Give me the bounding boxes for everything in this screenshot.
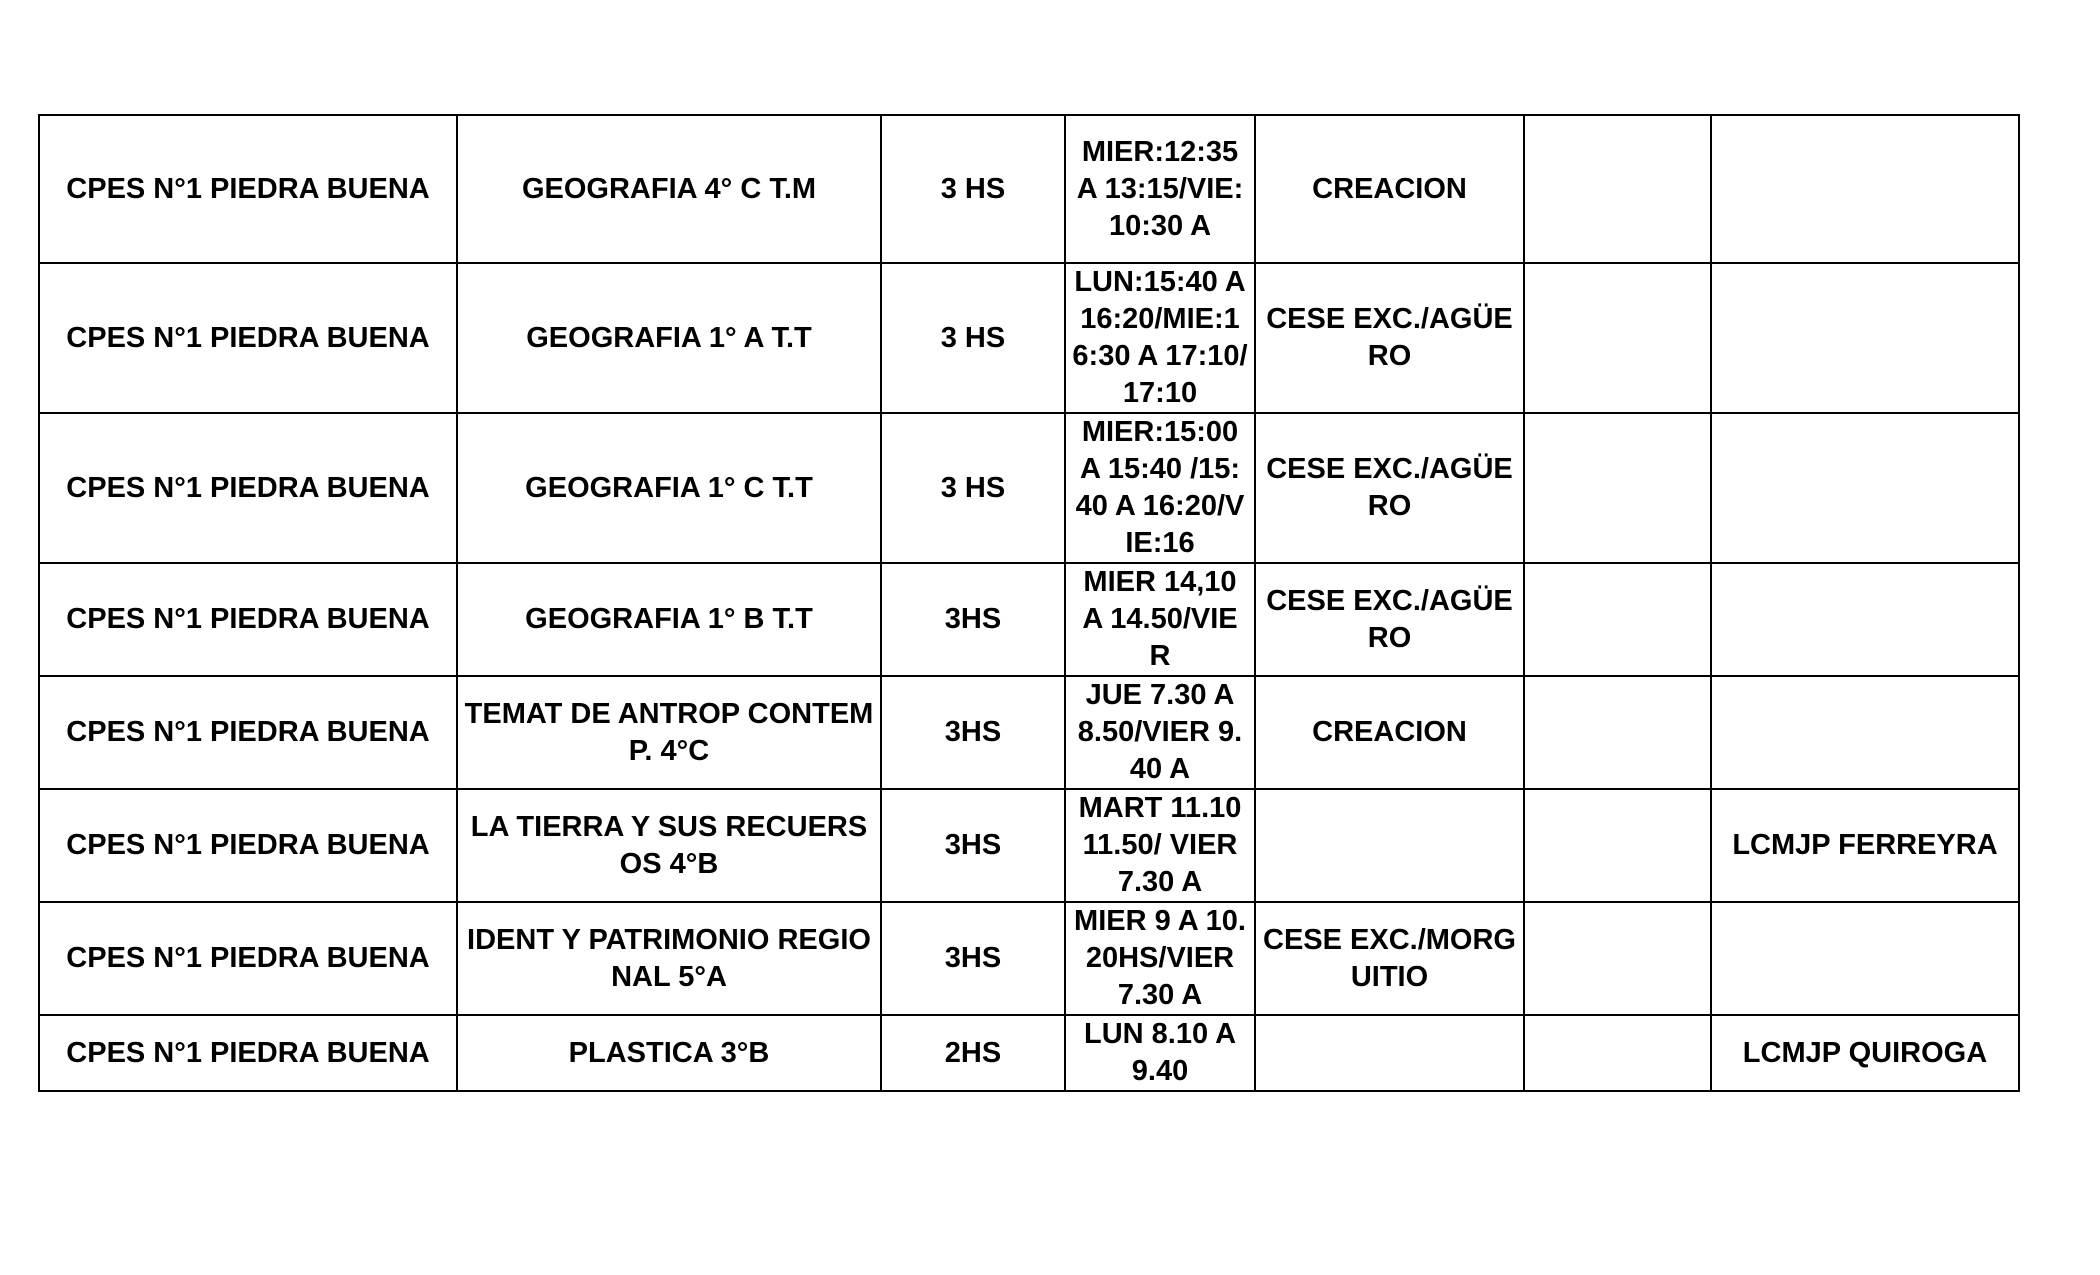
school-cell: CPES N°1 PIEDRA BUENA (39, 789, 457, 902)
school-cell: CPES N°1 PIEDRA BUENA (39, 115, 457, 263)
schedule-cell: MIER 14,10 A 14.50/VIER (1065, 563, 1255, 676)
subject-cell: LA TIERRA Y SUS RECUERSOS 4°B (457, 789, 881, 902)
teacher-cell (1711, 263, 2019, 413)
hours-cell: 3 HS (881, 115, 1065, 263)
subject-cell: PLASTICA 3°B (457, 1015, 881, 1091)
teacher-cell (1711, 115, 2019, 263)
table-row (39, 563, 2019, 676)
extra-cell (1524, 413, 1711, 563)
status-cell: CESE EXC./AGÜERO (1255, 413, 1524, 563)
table-row (39, 115, 2019, 263)
school-cell: CPES N°1 PIEDRA BUENA (39, 563, 457, 676)
table-row (39, 902, 2019, 1015)
teacher-cell: LCMJP FERREYRA (1711, 789, 2019, 902)
status-cell (1255, 1015, 1524, 1091)
status-cell (1255, 789, 1524, 902)
hours-cell: 3HS (881, 902, 1065, 1015)
teacher-cell (1711, 413, 2019, 563)
subject-cell: IDENT Y PATRIMONIO REGIONAL 5°A (457, 902, 881, 1015)
schedule-cell: LUN 8.10 A 9.40 (1065, 1015, 1255, 1091)
status-cell: CESE EXC./MORGUITIO (1255, 902, 1524, 1015)
hours-cell: 3HS (881, 789, 1065, 902)
teacher-cell (1711, 563, 2019, 676)
subject-cell: GEOGRAFIA 1° B T.T (457, 563, 881, 676)
teacher-cell (1711, 676, 2019, 789)
hours-cell: 2HS (881, 1015, 1065, 1091)
school-cell: CPES N°1 PIEDRA BUENA (39, 902, 457, 1015)
status-cell: CREACION (1255, 115, 1524, 263)
extra-cell (1524, 563, 1711, 676)
table-row (39, 1015, 2019, 1091)
extra-cell (1524, 676, 1711, 789)
hours-cell: 3 HS (881, 263, 1065, 413)
extra-cell (1524, 789, 1711, 902)
hours-cell: 3HS (881, 563, 1065, 676)
extra-cell (1524, 263, 1711, 413)
status-cell: CREACION (1255, 676, 1524, 789)
status-cell: CESE EXC./AGÜERO (1255, 263, 1524, 413)
table-row (39, 263, 2019, 413)
table-row (39, 676, 2019, 789)
teacher-cell: LCMJP QUIROGA (1711, 1015, 2019, 1091)
hours-cell: 3 HS (881, 413, 1065, 563)
subject-cell: GEOGRAFIA 1° A T.T (457, 263, 881, 413)
subject-cell: GEOGRAFIA 4° C T.M (457, 115, 881, 263)
schedule-cell: MIER:12:35 A 13:15/VIE:10:30 A (1065, 115, 1255, 263)
hours-cell: 3HS (881, 676, 1065, 789)
schedule-cell: MIER:15:00 A 15:40 /15:40 A 16:20/VIE:16 (1065, 413, 1255, 563)
subject-cell: TEMAT DE ANTROP CONTEMP. 4°C (457, 676, 881, 789)
schedule-cell: MART 11.10 11.50/ VIER 7.30 A (1065, 789, 1255, 902)
extra-cell (1524, 115, 1711, 263)
school-cell: CPES N°1 PIEDRA BUENA (39, 1015, 457, 1091)
school-cell: CPES N°1 PIEDRA BUENA (39, 263, 457, 413)
schedule-cell: JUE 7.30 A 8.50/VIER 9.40 A (1065, 676, 1255, 789)
assignments-table (38, 114, 2020, 1092)
schedule-cell: LUN:15:40 A 16:20/MIE:16:30 A 17:10/17:10 (1065, 263, 1255, 413)
school-cell: CPES N°1 PIEDRA BUENA (39, 676, 457, 789)
schedule-cell: MIER 9 A 10.20HS/VIER 7.30 A (1065, 902, 1255, 1015)
table-row (39, 789, 2019, 902)
extra-cell (1524, 902, 1711, 1015)
school-cell: CPES N°1 PIEDRA BUENA (39, 413, 457, 563)
table-row (39, 413, 2019, 563)
table-body (39, 115, 2019, 1091)
teacher-cell (1711, 902, 2019, 1015)
extra-cell (1524, 1015, 1711, 1091)
status-cell: CESE EXC./AGÜERO (1255, 563, 1524, 676)
subject-cell: GEOGRAFIA 1° C T.T (457, 413, 881, 563)
